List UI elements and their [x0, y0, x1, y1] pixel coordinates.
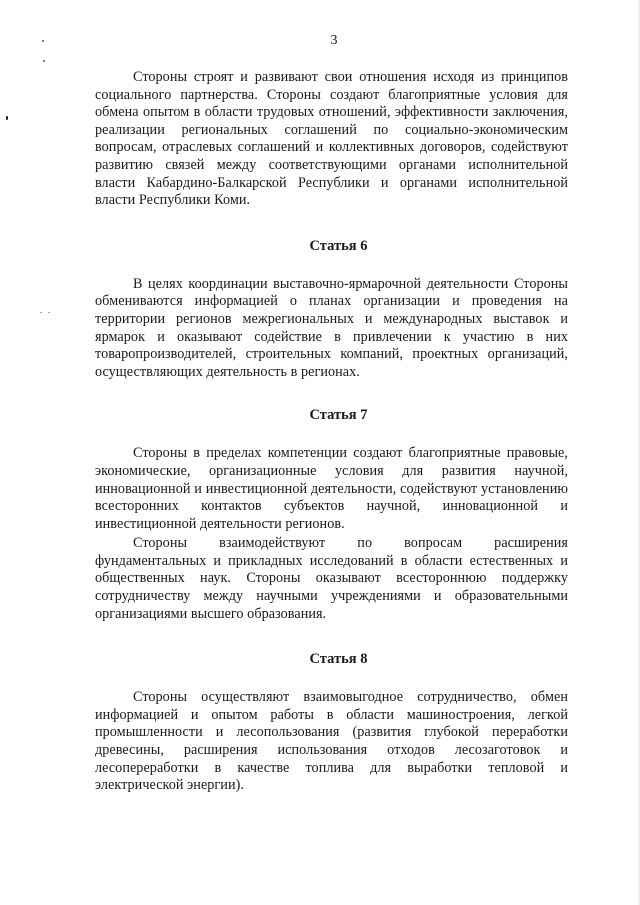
article-7-paragraph-1: Стороны в пределах компетенции создают благоприятные правовые, экономические, организационные условия для развития научной, инновационной и инвестиционной деятельности, содействуют установлению всесторонних контактов субъектов научной, инновационной и инвестиционной деятельности регионов. — [95, 445, 568, 532]
paragraph-social-partnership: Стороны строят и развивают свои отношения исходя из принципов социального партнерства. Стороны создают благоприятные условия для обмена опытом в области трудовых отношений, эффективности заключения, реализации региональных соглашений по социально-экономическим вопросам, отраслевых соглашений и коллективных договоров, содействуют развитию связей между соответствующими органами исполнительной власти Кабардино-Балкарской Республики и органами исполнительной власти Республики Коми. — [95, 69, 568, 209]
article-7-heading: Статья 7 — [309, 407, 368, 424]
article-7-paragraph-2: Стороны взаимодействуют по вопросам расширения фундаментальных и прикладных исследований в области естественных и общественных наук. Стороны оказывают всестороннюю поддержку сотрудничеству между научными учреждениями и образовательными организациями высшего образования. — [95, 535, 568, 622]
scan-artifact-dot — [48, 312, 50, 313]
page-number: 3 — [330, 33, 338, 48]
scan-artifact-dot — [43, 60, 45, 62]
scan-artifact-dot — [6, 116, 8, 120]
article-8-paragraph: Стороны осуществляют взаимовыгодное сотрудничество, обмен информацией и опытом работы в области машиностроения, легкой промышленности и лесопользования (развития глубокой переработки древесины, расширения использования отходов лесозаготовок и лесопереработки в качестве топлива для выработки тепловой и электрической энергии). — [95, 689, 568, 794]
scan-artifact-dot — [40, 312, 42, 313]
article-6-heading: Статья 6 — [309, 237, 368, 254]
article-6-paragraph: В целях координации выставочно-ярмарочной деятельности Стороны обмениваются информацией о планах организации и проведения на территории регионов межрегиональных и международных выставок и ярмарок и оказывают содействие в привлечении к участию в них товаропроизводителей, строительных компаний, проектных организаций, осуществляющих деятельность в регионах. — [95, 275, 568, 380]
document-body — [95, 69, 568, 795]
article-8-heading: Статья 8 — [309, 651, 368, 668]
